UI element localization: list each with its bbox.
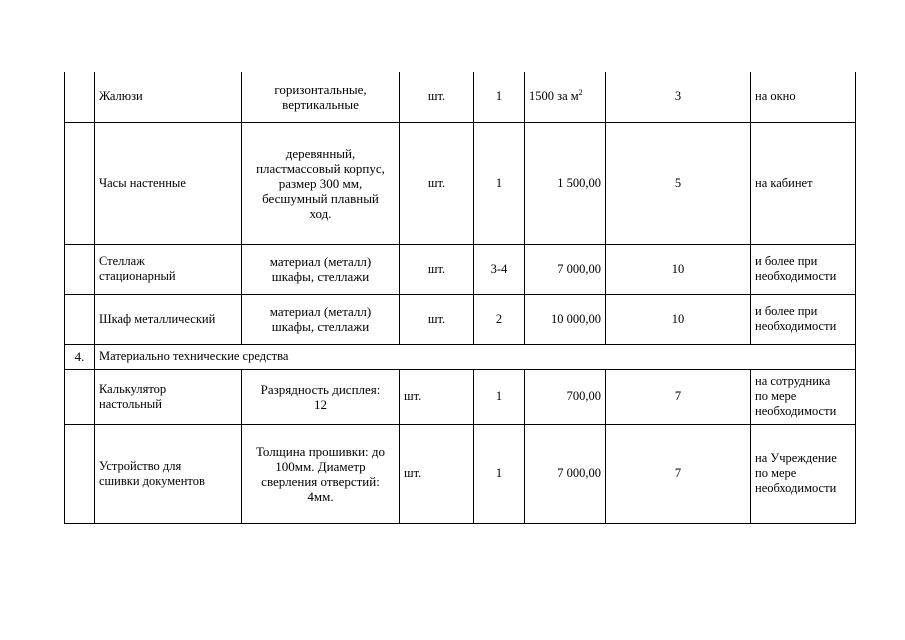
item-name-cell: Устройство для сшивки документов	[95, 424, 242, 523]
table-row	[65, 72, 856, 122]
table-row	[65, 294, 856, 344]
note-cell: на кабинет	[751, 122, 856, 244]
table-row	[65, 244, 856, 294]
quantity-cell: 2	[474, 294, 525, 344]
supplies-table	[64, 72, 856, 524]
item-name-cell: Жалюзи	[95, 72, 242, 122]
item-description-cell: материал (металл) шкафы, стеллажи	[242, 244, 400, 294]
section-number: 4.	[65, 344, 95, 369]
service-life-cell: 10	[606, 294, 751, 344]
price-cell: 7 000,00	[525, 244, 606, 294]
quantity-cell: 1	[474, 424, 525, 523]
service-life-cell: 3	[606, 72, 751, 122]
row-number-cell	[65, 369, 95, 424]
table-row	[65, 122, 856, 244]
section-header-row	[65, 344, 856, 369]
row-number-cell	[65, 72, 95, 122]
price-cell: 700,00	[525, 369, 606, 424]
price-cell: 10 000,00	[525, 294, 606, 344]
note-cell: и более при необходимости	[751, 294, 856, 344]
item-description-cell: горизонтальные, вертикальные	[242, 72, 400, 122]
service-life-cell: 5	[606, 122, 751, 244]
note-cell: и более при необходимости	[751, 244, 856, 294]
item-description-cell: Толщина прошивки: до 100мм. Диаметр сверления отверстий: 4мм.	[242, 424, 400, 523]
quantity-cell: 1	[474, 72, 525, 122]
price-superscript: 2	[578, 88, 583, 98]
item-description-cell: деревянный, пластмассовый корпус, размер 300 мм, бесшумный плавный ход.	[242, 122, 400, 244]
unit-cell: шт.	[400, 424, 474, 523]
service-life-cell: 7	[606, 369, 751, 424]
section-title: Материально технические средства	[95, 344, 856, 369]
item-description-cell: Разрядность дисплея: 12	[242, 369, 400, 424]
unit-cell: шт.	[400, 72, 474, 122]
item-name-cell: Стеллаж стационарный	[95, 244, 242, 294]
item-name-cell: Часы настенные	[95, 122, 242, 244]
unit-cell: шт.	[400, 244, 474, 294]
quantity-cell: 1	[474, 369, 525, 424]
service-life-cell: 7	[606, 424, 751, 523]
price-cell: 7 000,00	[525, 424, 606, 523]
row-number-cell	[65, 244, 95, 294]
note-cell: на Учреждение по мере необходимости	[751, 424, 856, 523]
quantity-cell: 1	[474, 122, 525, 244]
table-row	[65, 424, 856, 523]
table-row	[65, 369, 856, 424]
row-number-cell	[65, 122, 95, 244]
quantity-cell: 3-4	[474, 244, 525, 294]
service-life-cell: 10	[606, 244, 751, 294]
item-name-cell: Калькулятор настольный	[95, 369, 242, 424]
unit-cell: шт.	[400, 369, 474, 424]
row-number-cell	[65, 294, 95, 344]
row-number-cell	[65, 424, 95, 523]
item-description-cell: материал (металл) шкафы, стеллажи	[242, 294, 400, 344]
note-cell: на сотрудника по мере необходимости	[751, 369, 856, 424]
item-name-cell: Шкаф металлический	[95, 294, 242, 344]
price-text: 1500 за м	[529, 89, 579, 104]
price-cell: 1 500,00	[525, 122, 606, 244]
unit-cell: шт.	[400, 122, 474, 244]
price-cell	[525, 72, 606, 122]
note-cell: на окно	[751, 72, 856, 122]
unit-cell: шт.	[400, 294, 474, 344]
